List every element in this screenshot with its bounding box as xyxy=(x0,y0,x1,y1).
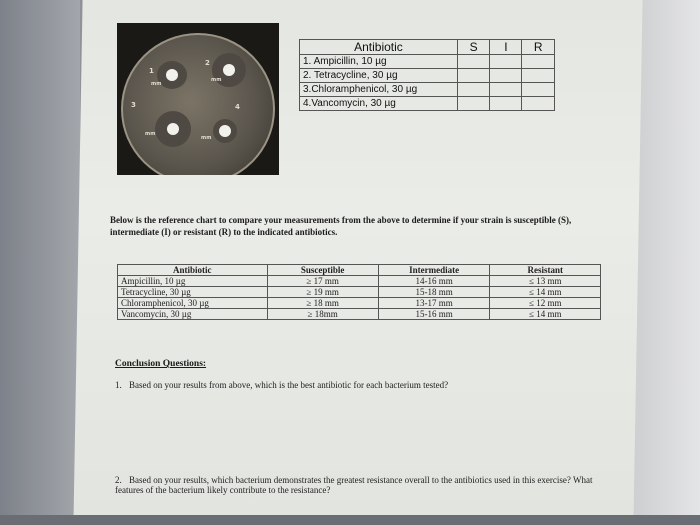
results-cell-i[interactable] xyxy=(490,97,522,111)
ref-susceptible: ≥ 17 mm xyxy=(267,276,378,287)
ref-antibiotic: Vancomycin, 30 µg xyxy=(118,309,268,320)
question-1-number: 1. xyxy=(115,380,122,390)
table-row xyxy=(300,69,555,83)
results-antibiotic: 4.Vancomycin, 30 µg xyxy=(300,97,458,111)
ref-header-susceptible: Susceptible xyxy=(267,265,378,276)
disc-label: mm xyxy=(151,81,162,87)
antibiotic-disc xyxy=(167,123,179,135)
ref-antibiotic: Tetracycline, 30 µg xyxy=(118,287,268,298)
background-left xyxy=(0,0,80,525)
results-cell-r[interactable] xyxy=(522,97,555,111)
plate-label: 3 xyxy=(131,101,136,109)
results-header-s: S xyxy=(457,40,490,55)
results-antibiotic: 2. Tetracycline, 30 µg xyxy=(300,69,458,83)
results-antibiotic: 3.Chloramphenicol, 30 µg xyxy=(300,83,458,97)
ref-intermediate: 14-16 mm xyxy=(378,276,490,287)
table-row xyxy=(300,55,555,69)
disc-label: mm xyxy=(211,77,222,83)
results-header-antibiotic: Antibiotic xyxy=(300,40,458,55)
petri-dish xyxy=(121,33,275,175)
petri-dish-photo xyxy=(117,23,279,175)
ref-resistant: ≤ 14 mm xyxy=(490,309,601,320)
ref-antibiotic: Chloramphenicol, 30 µg xyxy=(118,298,268,309)
results-cell-s[interactable] xyxy=(457,69,490,83)
intro-text: Below is the reference chart to compare your measurements from the above to determine if your strain is susceptible (S), intermediate (I) or resistant (R) to the indicated antibiotics. xyxy=(110,215,572,237)
antibiotic-disc xyxy=(223,64,235,76)
ref-header-intermediate: Intermediate xyxy=(378,265,490,276)
ref-susceptible: ≥ 19 mm xyxy=(267,287,378,298)
table-row xyxy=(118,309,601,320)
results-cell-i[interactable] xyxy=(490,83,522,97)
table-row xyxy=(118,287,601,298)
ref-susceptible: ≥ 18 mm xyxy=(267,298,378,309)
results-header-i: I xyxy=(490,40,522,55)
results-cell-r[interactable] xyxy=(522,55,555,69)
question-1 xyxy=(115,380,448,390)
results-cell-s[interactable] xyxy=(457,55,490,69)
table-row xyxy=(300,83,555,97)
question-2-text: Based on your results, which bacterium demonstrates the greatest resistance overall to the antibiotics used in this exercise? What features of the bacterium likely contribute to the resistance? xyxy=(115,475,593,495)
results-cell-s[interactable] xyxy=(457,83,490,97)
ref-resistant: ≤ 12 mm xyxy=(490,298,601,309)
conclusion-title: Conclusion Questions: xyxy=(115,359,207,369)
ref-intermediate: 15-16 mm xyxy=(378,309,490,320)
results-cell-i[interactable] xyxy=(490,55,522,69)
results-header-r: R xyxy=(522,40,555,55)
question-1-text: Based on your results from above, which is the best antibiotic for each bacterium tested? xyxy=(129,380,449,390)
table-row xyxy=(118,276,601,287)
ref-resistant: ≤ 14 mm xyxy=(490,287,601,298)
question-2 xyxy=(115,475,595,495)
ref-antibiotic: Ampicillin, 10 µg xyxy=(118,276,268,287)
ref-intermediate: 15-18 mm xyxy=(378,287,490,298)
disc-label: mm xyxy=(201,135,212,141)
results-cell-s[interactable] xyxy=(457,97,490,111)
results-table xyxy=(299,39,555,111)
results-cell-i[interactable] xyxy=(490,69,522,83)
ref-header-resistant: Resistant xyxy=(490,265,601,276)
plate-label: 2 xyxy=(205,59,210,67)
disc-label: mm xyxy=(145,131,156,137)
results-cell-r[interactable] xyxy=(522,69,555,83)
antibiotic-disc xyxy=(219,125,231,137)
table-row xyxy=(300,97,555,111)
results-cell-r[interactable] xyxy=(522,83,555,97)
table-row xyxy=(118,298,601,309)
ref-resistant: ≤ 13 mm xyxy=(490,276,601,287)
results-header-row xyxy=(300,40,555,55)
plate-label: 4 xyxy=(235,103,240,111)
reference-table xyxy=(117,264,601,320)
reference-header-row xyxy=(118,265,601,276)
plate-label: 1 xyxy=(149,67,154,75)
results-antibiotic: 1. Ampicillin, 10 µg xyxy=(300,55,458,69)
ref-susceptible: ≥ 18mm xyxy=(267,309,378,320)
bottom-edge xyxy=(0,515,700,525)
ref-intermediate: 13-17 mm xyxy=(378,298,490,309)
antibiotic-disc xyxy=(166,69,178,81)
question-2-number: 2. xyxy=(115,475,122,485)
ref-header-antibiotic: Antibiotic xyxy=(118,265,268,276)
